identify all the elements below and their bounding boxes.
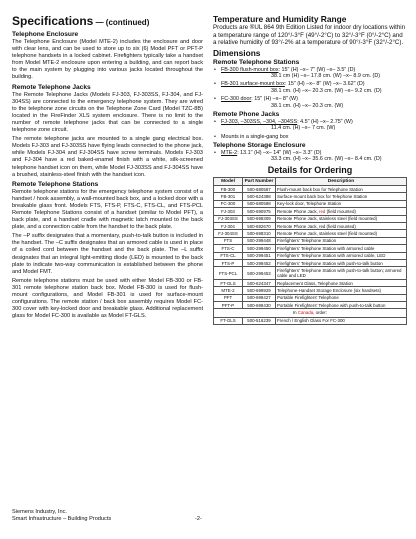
left-column <box>12 14 203 322</box>
dimensions-title: Dimensions <box>213 47 261 58</box>
dimension-item: • FB-301 surface-mount box: 15" (H) –x– 8" (W) –x– 3.62" (D) 38.1 cm. (H) –x– 20.3 cm. (W) –x– 9.2 cm. (D) <box>213 81 407 94</box>
description-cell: French / English Glass For FC-300 <box>276 317 407 324</box>
part-number-cell: 500-698310 <box>243 230 276 237</box>
part-number-cell: 500-692670 <box>243 222 276 229</box>
table-row <box>214 302 407 309</box>
part-number-cell: 500-516239 <box>243 317 276 324</box>
page-title: Specifications — (continued) <box>12 14 150 28</box>
section-title-remote-jacks: Remote Telephone Jacks <box>12 83 91 91</box>
paragraph: The –P suffix designates that a momentary, push-to-talk button is included in the handset. The –C suffix designates that an armored cable is used in place of a coiled cord between the handset and the back plate. The –L suffix designates that an integral light-emitting diode (LED) is mounted to the back plate to indicate two-way communication is established between the phone and Model FMT. <box>12 233 203 275</box>
model-cell: MTE-2 <box>214 287 243 294</box>
part-number-cell: 500-680587 <box>243 186 276 193</box>
description-cell: Firefighters' Telephone Station with push-to-talk button; armored cable and LED <box>276 267 407 280</box>
table-row <box>214 259 407 266</box>
dims-list-rts <box>213 67 407 110</box>
part-number-cell: 500-699427 <box>243 294 276 301</box>
table-row <box>214 287 407 294</box>
table-row <box>214 237 407 244</box>
table-row <box>214 317 407 324</box>
dims-jacks-title: Remote Phone Jacks <box>213 110 280 118</box>
canada-subheader-row <box>214 309 407 317</box>
description-cell: Telephone-Handset Storage Enclosure (six handsets) <box>276 287 407 294</box>
paragraph: The Telephone Enclosure (Model MTE-2) includes the enclosure and door with clear lens, and can be used to store up to six (6) Model PFT or PFT-P telephone handsets in a locked cabinet. Firefighters typically take a handset from Model MTE-2 enclosure upon entering a building, and can report back to the main system by plugging into various jacks located throughout the building. <box>12 39 203 81</box>
table-row <box>214 279 407 286</box>
description-cell: Firefighters' Telephone Station <box>276 237 407 244</box>
part-number-cell: 500-299453 <box>243 267 276 280</box>
model-cell: FJ-304SS <box>214 230 243 237</box>
model-cell: FJ-303SS <box>214 215 243 222</box>
description-cell: Surface-mount back box for Telephone Station <box>276 193 407 200</box>
dimension-item: • FB-300 flush-mount box: 15" (H) –x– 7" (W) –x– 3.5" (D) 38.1 cm (H) –x– 17.8 cm. (W) –x– 8.9 cm. (D) <box>213 67 407 80</box>
description-cell: Portable Firefighters' Telephone with push-to-talk button <box>276 302 407 309</box>
model-cell: FB-301 <box>214 193 243 200</box>
description-cell: Replacement Glass, Telephone Station <box>276 279 407 286</box>
part-number-cell: 500-299452 <box>243 259 276 266</box>
part-number-cell: 500-624347 <box>243 279 276 286</box>
table-row <box>214 230 407 237</box>
model-cell: FTS-CL <box>214 252 243 259</box>
part-number-cell: 500-299448 <box>243 237 276 244</box>
ordering-title: Details for Ordering <box>267 164 353 175</box>
table-row <box>214 215 407 222</box>
table-row <box>214 245 407 252</box>
part-number-cell: 500-698309 <box>243 215 276 222</box>
paragraph: Remote telephone stations for the emergency telephone system consist of a handset / hook assembly, a wall-mounted back box, and a locked door with a breakable glass front. Models FTS, FTS-P, FTS-C, FTS-CL, and FTS-PCL Remote Telephone Stations consist of a handset (similar to Model PFT), a back plate, and a handset cradle with magnetic latch mounted to the back plate, and a connection cable from the handset to the back plate. <box>12 188 203 231</box>
table-row <box>214 294 407 301</box>
section-title-remote-stations: Remote Telephone Stations <box>12 180 99 188</box>
model-cell: FTS <box>214 237 243 244</box>
model-cell: FTS-P <box>214 259 243 266</box>
column-header-part: Part Number <box>243 177 276 185</box>
model-cell: PFT <box>214 294 243 301</box>
description-cell: Portable Firefighters' Telephone <box>276 294 407 301</box>
table-row <box>214 222 407 229</box>
description-cell: Firefighters' Telephone Station with push-to-talk button <box>276 259 407 266</box>
table-row <box>214 208 407 215</box>
dimension-item: • MTE-2: 13.1" (H) –x– 14" (W) –x– 3.3" (D) 33.3 cm. (H) –x– 35.6 cm. (W) –x– 8.4 cm. (D) <box>213 150 407 163</box>
model-cell: FT-GLS <box>214 317 243 324</box>
canada-subheader: In Canada, order: <box>214 309 407 317</box>
division-name: Smart Infrastructure – Building Products <box>12 516 112 522</box>
paragraph: The remote telephone jacks are mounted to a single gang electrical box. Models FJ-303 and FJ-303SS have flying leads connected to the phone jack, while Models FJ-304 and FJ-304SS have screw terminals. Models FJ-303 and FJ-304 have a red baked-enamel finish with a white, silk-screened telephone handset icon on them, while Model FJ-303SS and FJ-304SS have a brushed, stainless-steel finish with the handset icon. <box>12 136 203 178</box>
table-row <box>214 252 407 259</box>
part-number-cell: 500-680588 <box>243 200 276 207</box>
dimension-item: • FJ-303, –303SS, –304, –304SS: 4.5" (H) –x– 2.75" (W) 11.4 cm. (H) –x– 7 cm. (W) <box>213 119 407 132</box>
paragraph: Remote telephone stations must be used with either Model FB-300 or FB-301 remote telephone station back box. Model FB-300 is used for flush-mount configurations, and Model FB-301 is used for surface-mount configurations. The remote station / back box assembly requires Model FC-300 cover with key-locked door and breakable glass. Additional replacement glass for Model FC-300 is available as Model FT-GLS. <box>12 277 203 320</box>
part-number-cell: 500-699430 <box>243 302 276 309</box>
model-cell: FT-GLS <box>214 279 243 286</box>
description-cell: Remote Phone Jack, stainless steel (field mounted) <box>276 215 407 222</box>
description-cell: Firefighters' Telephone Station with armored cable, LED <box>276 252 407 259</box>
temperature-text: Products are ®UL 864 9th Edition Listed for indoor dry locations within a temperature range of 120°/-3°F (49°/-2°C) to 32°/-3°F (0°/-2°C) and a relative humidity of 93°/-2% at a temperature of 90°/-3°F (32°/-2°C). <box>213 24 406 47</box>
part-number-cell: 500-299451 <box>243 252 276 259</box>
model-cell: PFT-P <box>214 302 243 309</box>
page-footer <box>12 509 404 523</box>
description-cell: Remote Phone Jack, red (field mounted) <box>276 222 407 229</box>
column-header-description: Description <box>276 177 407 185</box>
dims-list-enclosure <box>213 150 407 163</box>
column-header-model: Model <box>214 177 243 185</box>
section-title-telephone-enclosure: Telephone Enclosure <box>12 31 79 38</box>
description-cell: Flush-mount back box for Telephone Station <box>276 186 407 193</box>
dimension-item: • FC-300 door: 15" (H) –x– 8" (W) 38.1 cm. (H) –x– 20.3 cm. (W) <box>213 96 407 109</box>
dims-rts-title: Remote Telephone Stations <box>213 58 300 66</box>
dims-enclosure-title: Telephone Storage Enclosure <box>213 141 306 149</box>
model-cell: FJ-304 <box>214 222 243 229</box>
model-cell: FJ-303 <box>214 208 243 215</box>
description-cell: Remote Phone Jack, stainless steel (field mounted) <box>276 230 407 237</box>
company-name: Siemens Industry, Inc. <box>12 509 67 515</box>
table-row <box>214 267 407 280</box>
table-row <box>214 186 407 193</box>
ordering-table <box>213 177 407 325</box>
part-number-cell: 500-690975 <box>243 208 276 215</box>
right-column <box>213 14 407 325</box>
part-number-cell: 500-699929 <box>243 287 276 294</box>
part-number-cell: 500-299450 <box>243 245 276 252</box>
temperature-title: Temperature and Humidity Range <box>213 14 347 24</box>
table-row <box>214 193 407 200</box>
dims-list-jacks <box>213 119 407 140</box>
page-number: -2- <box>195 516 202 522</box>
model-cell: FTS-C <box>214 245 243 252</box>
description-cell: Remote Phone Jack, red (field mounted) <box>276 208 407 215</box>
ordering-table-body <box>214 186 407 325</box>
description-cell: Key-lock door, Telephone Station <box>276 200 407 207</box>
table-row <box>214 200 407 207</box>
model-cell: FTS-PCL <box>214 267 243 280</box>
paragraph: The Remote Telephone Jacks (Models FJ-303, FJ-303SS, FJ-304, and FJ-304SS) are connected to the emergency telephone system. They are wired to the telephone zone circuits on the Telephone Zone Card (Model TZC-8B) located in the FireFinder XLS system enclosure. There is no limit to the number of remote telephone jacks that can be connected to a single telephone zone circuit. <box>12 91 203 134</box>
part-number-cell: 500-624388 <box>243 193 276 200</box>
model-cell: FC-300 <box>214 200 243 207</box>
dimension-item: • Mounts in a single-gang box <box>213 134 407 141</box>
model-cell: FB-300 <box>214 186 243 193</box>
description-cell: Firefighters' Telephone Station with armored cable <box>276 245 407 252</box>
